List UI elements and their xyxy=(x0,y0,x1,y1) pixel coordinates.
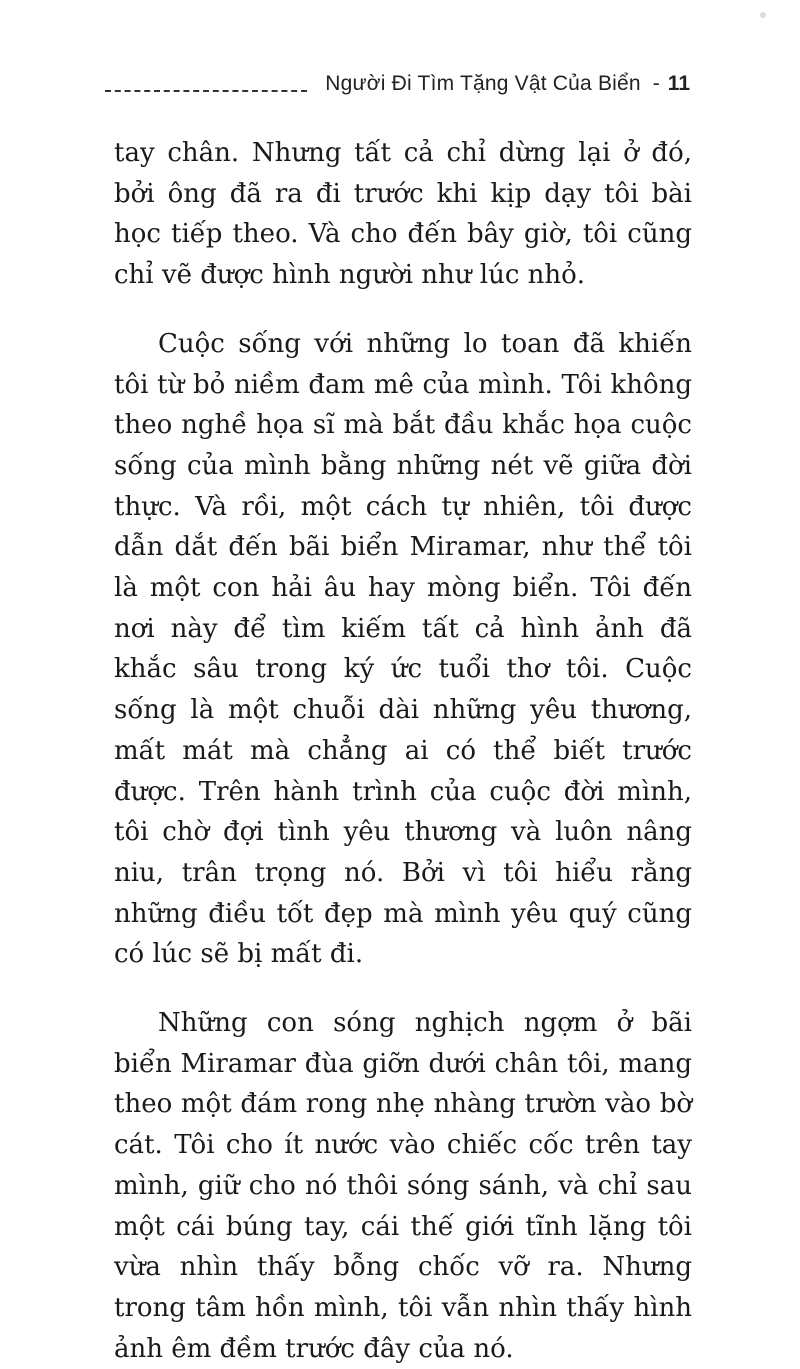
paragraph-1: tay chân. Nhưng tất cả chỉ dừng lại ở đó, bởi ông đã ra đi trước khi kịp dạy tôi bài học tiếp theo. Và cho đến bây giờ, tôi cũng chỉ vẽ được hình người như lúc nhỏ. xyxy=(114,138,692,291)
scan-speck xyxy=(760,12,766,18)
header-dashed-rule xyxy=(105,90,307,92)
page-number: 11 xyxy=(667,72,690,95)
paragraph-2: Cuộc sống với những lo toan đã khiến tôi từ bỏ niềm đam mê của mình. Tôi không theo nghề họa sĩ mà bắt đầu khắc họa cuộc sống của mình bằng những nét vẽ giữa đời thực. Và rồi, một cách tự nhiên, tôi được dẫn dắt đến bãi biển Miramar, như thể tôi là một con hải âu hay mòng biển. Tôi đến nơi này để tìm kiếm tất cả hình ảnh đã khắc sâu trong ký ức tuổi thơ tôi. Cuộc sống là một chuỗi dài những yêu thương, mất mát mà chẳng ai có thể biết trước được. Trên hành trình của cuộc đời mình, tôi chờ đợi tình yêu thương và luôn nâng niu, trân trọng nó. Bởi vì tôi hiểu rằng những điều tốt đẹp mà mình yêu quý cũng có lúc sẽ bị mất đi. xyxy=(114,328,692,970)
body-text xyxy=(114,133,692,1369)
paragraph-3: Những con sóng nghịch ngợm ở bãi biển Miramar đùa giỡn dưới chân tôi, mang theo một đám rong nhẹ nhàng trườn vào bờ cát. Tôi cho ít nước vào chiếc cốc trên tay mình, giữ cho nó thôi sóng sánh, và chỉ sau một cái búng tay, cái thế giới tĩnh lặng tôi vừa nhìn thấy bỗng chốc vỡ ra. Nhưng trong tâm hồn mình, tôi vẫn nhìn thấy hình ảnh êm đềm trước đây của nó. xyxy=(114,1008,692,1364)
header-separator: - xyxy=(652,72,660,95)
header-book-title: Người Đi Tìm Tặng Vật Của Biển xyxy=(325,72,641,95)
running-header xyxy=(105,64,690,104)
